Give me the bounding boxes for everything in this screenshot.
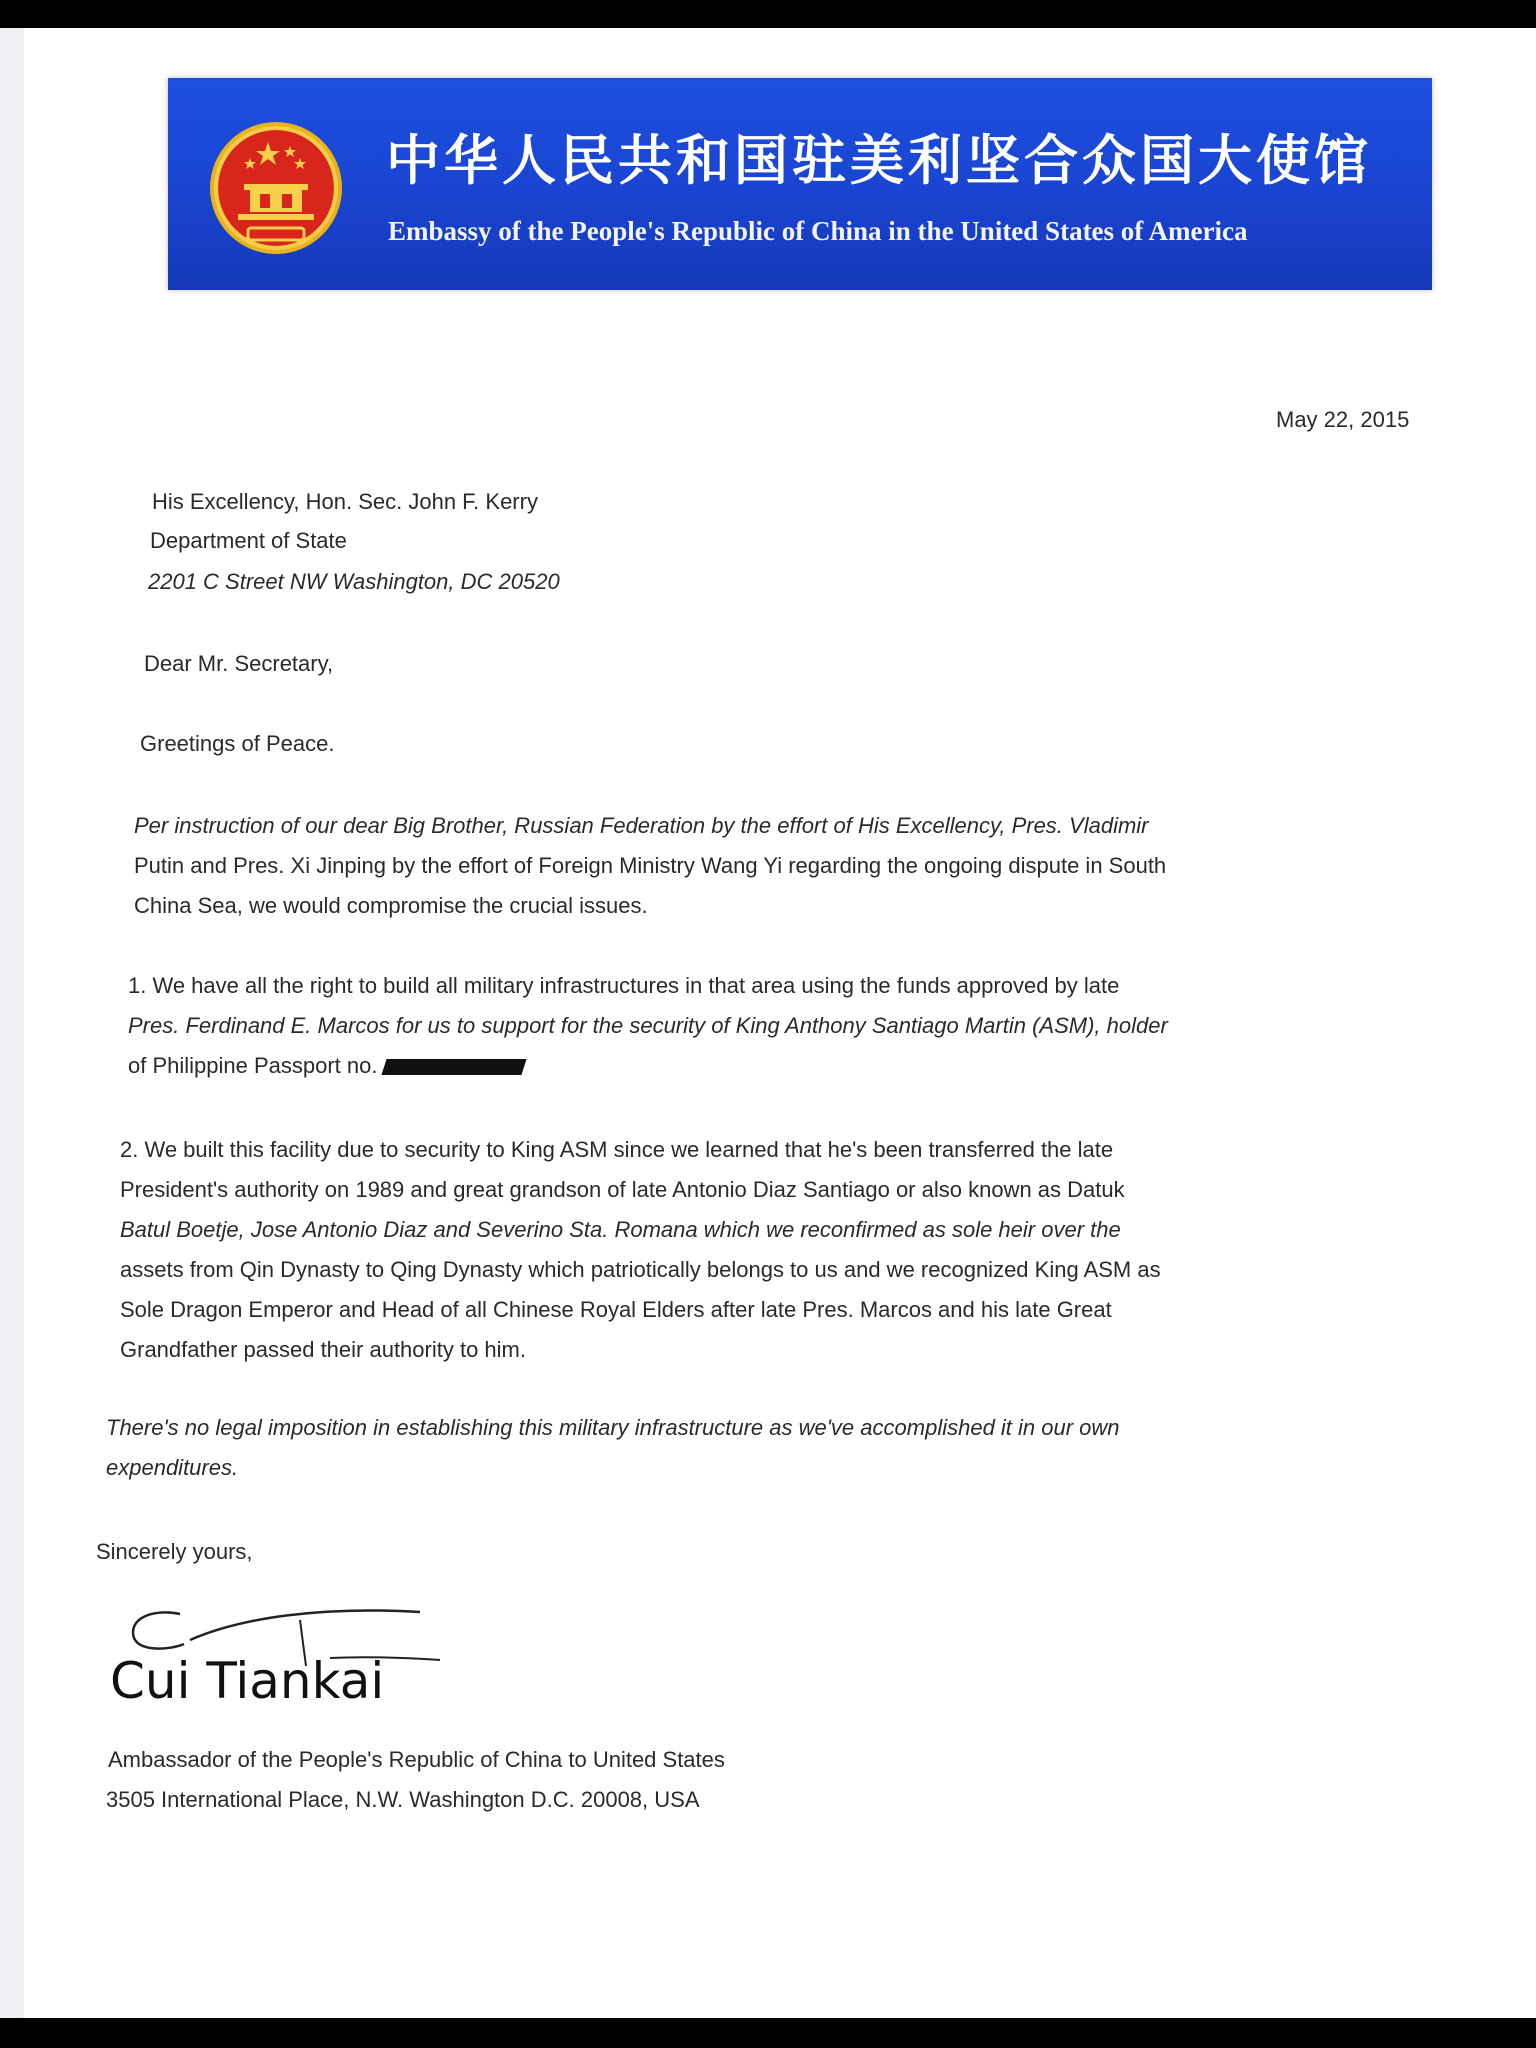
paragraph-line: Putin and Pres. Xi Jinping by the effort of Foreign Ministry Wang Yi regarding the ongoing dispute in South <box>134 853 1167 878</box>
paragraph-line: China Sea, we would compromise the crucial issues. <box>134 893 648 918</box>
paragraph-intro <box>134 806 1166 926</box>
paragraph-line: Batul Boetje, Jose Antonio Diaz and Severino Sta. Romana which we reconfirmed as sole heir over the <box>120 1217 1121 1242</box>
signer-address: 3505 International Place, N.W. Washington D.C. 20008, USA <box>106 1787 700 1812</box>
letterhead-chinese-title: 中华人民共和国驻美利坚合众国大使馆 <box>386 128 1372 192</box>
paragraph-line: 2. We built this facility due to security to King ASM since we learned that he's been transferred the late <box>120 1137 1114 1162</box>
paragraph-line: 1. We have all the right to build all military infrastructures in that area using the funds approved by late <box>128 973 1120 998</box>
letterhead-banner <box>168 78 1432 290</box>
recipient-address: 2201 C Street NW Washington, DC 20520 <box>148 569 560 594</box>
letterhead-english-title: Embassy of the People's Republic of China in the United States of America <box>388 216 1248 246</box>
paragraph-line <box>128 1046 1168 1086</box>
letter-date: May 22, 2015 <box>1276 407 1410 432</box>
left-edge-strip <box>0 28 24 2018</box>
bottom-black-bar <box>0 2018 1536 2048</box>
paragraph-line: expenditures. <box>106 1455 239 1480</box>
national-emblem-icon <box>208 120 344 256</box>
redacted-passport-number <box>381 1059 526 1075</box>
closing: Sincerely yours, <box>96 1539 253 1564</box>
greeting: Greetings of Peace. <box>140 731 335 756</box>
paragraph-line: Sole Dragon Emperor and Head of all Chinese Royal Elders after late Pres. Marcos and his late Great <box>120 1297 1112 1322</box>
paragraph-line: There's no legal imposition in establishing this military infrastructure as we've accomplished it in our own <box>106 1415 1120 1440</box>
paragraph-line: Per instruction of our dear Big Brother, Russian Federation by the effort of His Excellency, Pres. Vladimir <box>134 813 1149 838</box>
signature-name: Cui Tiankai <box>110 1652 385 1710</box>
recipient-name: His Excellency, Hon. Sec. John F. Kerry <box>152 489 538 514</box>
paragraph-point-1 <box>128 966 1168 1086</box>
passport-label: of Philippine Passport no. <box>128 1053 378 1078</box>
paragraph-line: President's authority on 1989 and great grandson of late Antonio Diaz Santiago or also known as Datuk <box>120 1177 1125 1202</box>
paragraph-point-2 <box>120 1130 1161 1370</box>
paragraph-conclusion <box>106 1408 1120 1488</box>
paragraph-line: Grandfather passed their authority to him. <box>120 1337 526 1362</box>
paragraph-line: Pres. Ferdinand E. Marcos for us to support for the security of King Anthony Santiago Martin (ASM), holder <box>128 1013 1168 1038</box>
salutation: Dear Mr. Secretary, <box>144 651 334 676</box>
paragraph-line: assets from Qin Dynasty to Qing Dynasty which patriotically belongs to us and we recognized King ASM as <box>120 1257 1161 1282</box>
signer-title: Ambassador of the People's Republic of China to United States <box>108 1747 725 1772</box>
recipient-department: Department of State <box>150 528 347 553</box>
